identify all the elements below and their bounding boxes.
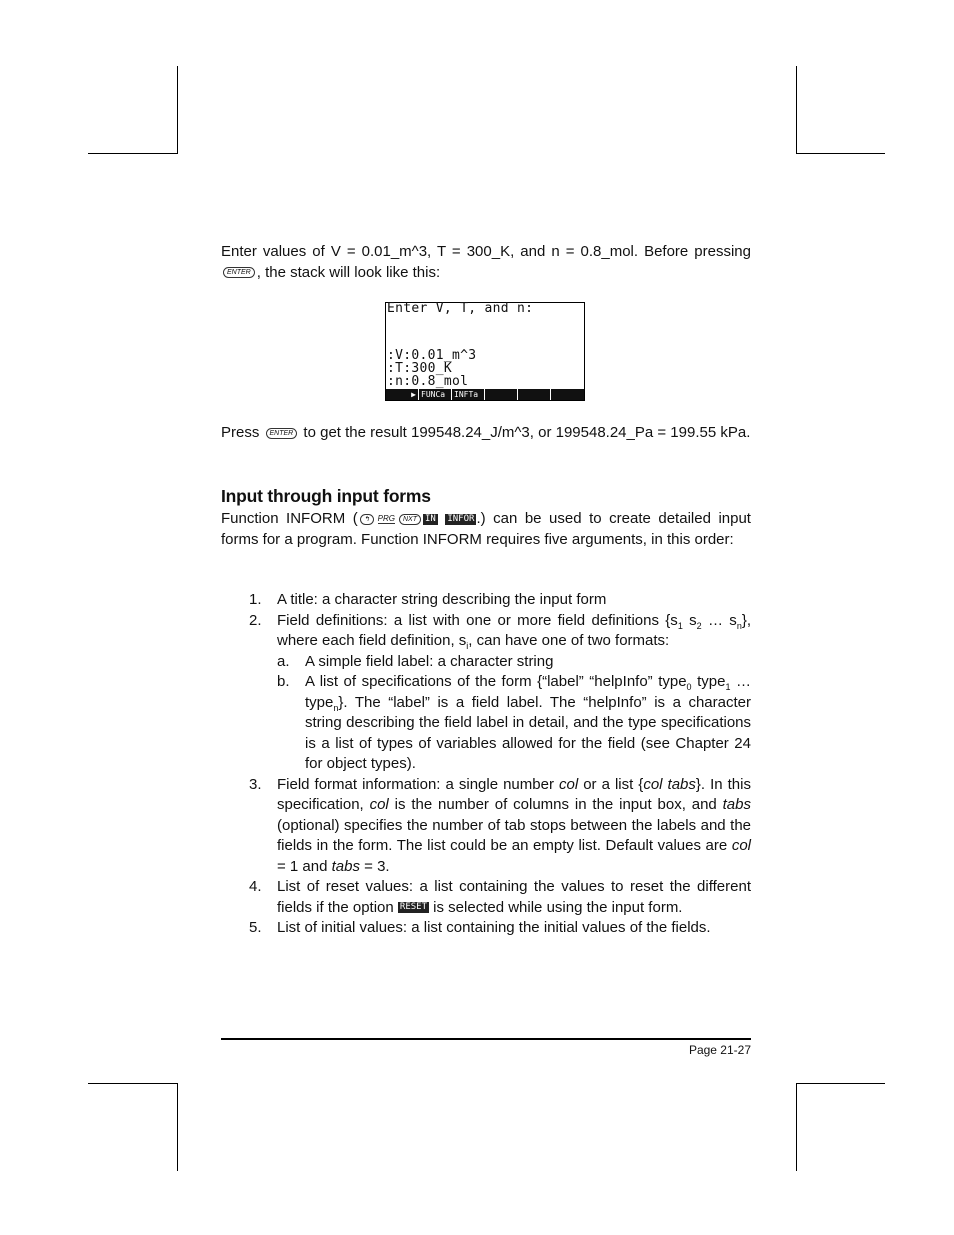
- italic-term: col: [369, 796, 389, 813]
- screen-line: :V:0.01_m^3: [387, 348, 477, 363]
- intro-text-2: , the stack will look like this:: [256, 263, 441, 281]
- page-number: Page 21-27: [688, 1043, 751, 1057]
- footer-rule: [221, 1038, 751, 1040]
- item-number: 4.: [249, 878, 262, 895]
- menu-key: ▶: [386, 389, 419, 400]
- item-text: , can have one of two formats:: [468, 632, 670, 649]
- sub-list: [249, 652, 751, 775]
- item-text: = 3.: [360, 857, 390, 875]
- item-number: 1.: [249, 591, 262, 608]
- item-text: (optional) specifies the number of tab stops between the labels and the fields in the form. The list could be an empty list. Default values are: [277, 816, 751, 854]
- in-softkey-icon: IN: [424, 513, 436, 524]
- calculator-screen: [385, 302, 585, 401]
- item-text: s: [682, 611, 697, 629]
- subscript: 0: [686, 682, 692, 692]
- subscript: n: [736, 620, 742, 631]
- item-number: 3.: [249, 775, 262, 793]
- enter-key-icon: ENTER: [266, 428, 298, 439]
- list-item: [249, 590, 751, 611]
- subscript: n: [333, 702, 339, 713]
- crop-mark: [796, 1083, 797, 1171]
- sub-list-item: [249, 652, 751, 673]
- menu-key: [551, 389, 583, 400]
- item-number: 2.: [249, 611, 262, 629]
- argument-list: [249, 590, 751, 939]
- reset-softkey-icon: RESET: [399, 902, 428, 913]
- screen-line: Enter V, T, and n:: [387, 301, 534, 316]
- item-text: }. The “label” is a field label. The “helpInfo” is a character string describing the field label in detail, and the type specifications is a list of types of variables allowed for the field (see Chapter 24 for object types).: [305, 693, 751, 772]
- italic-term: tabs: [331, 857, 360, 875]
- item-number: b.: [277, 673, 290, 690]
- list-item: [249, 877, 751, 918]
- item-text: … s: [701, 611, 737, 629]
- item-text: A title: a character string describing the input form: [277, 591, 607, 608]
- list-item: [249, 918, 751, 939]
- italic-term: col tabs: [643, 775, 696, 793]
- inform-text-2: .) can be used to create detailed input forms for a program. Function INFORM requires five arguments, in this order:: [221, 510, 751, 548]
- list-item: [249, 611, 751, 775]
- italic-term: tabs: [722, 796, 751, 813]
- crop-mark: [177, 1083, 178, 1171]
- item-text: A simple field label: a character string: [305, 652, 554, 670]
- item-text: Field format information: a single number: [277, 775, 559, 793]
- item-text: is the number of columns in the input box, and: [388, 796, 723, 813]
- item-text: or a list {: [578, 775, 644, 793]
- press-text: Press: [221, 424, 260, 441]
- screen-line: :T:300_K: [387, 361, 453, 376]
- menu-key: FUNCa: [419, 389, 452, 400]
- subscript: 1: [725, 682, 731, 692]
- intro-text: Enter values of V = 0.01_m^3, T = 300_K, and n = 0.8_mol. Before pressing: [221, 243, 751, 260]
- crop-mark: [796, 1083, 885, 1084]
- item-text: is selected while using the input form.: [429, 898, 683, 916]
- item-text: }. In this specification,: [277, 775, 751, 813]
- subscript: i: [466, 641, 469, 651]
- crop-mark: [796, 66, 797, 154]
- section-heading: Input through input forms: [221, 486, 431, 506]
- subscript: 2: [696, 620, 702, 631]
- menu-key: [485, 389, 518, 400]
- item-text: = 1 and: [277, 857, 332, 875]
- item-text: List of reset values: a list containing the values to reset the different fields if the option: [277, 878, 751, 916]
- crop-mark: [796, 153, 885, 154]
- item-text: List of initial values: a list containing the initial values of the fields.: [277, 919, 711, 936]
- item-number: a.: [277, 652, 290, 670]
- crop-mark: [88, 1083, 177, 1084]
- inform-text: Function INFORM (: [221, 510, 358, 528]
- screen-line: :n:0.8_mol: [387, 374, 469, 389]
- crop-mark: [177, 66, 178, 154]
- inform-softkey-icon: INFOR: [447, 513, 475, 524]
- menu-key: INFTa: [452, 389, 485, 400]
- italic-term: col: [731, 837, 751, 854]
- press-text-2: to get the result 199548.24_J/m^3, or 199548.24_Pa = 199.55 kPa.: [303, 424, 751, 441]
- item-text: }, where each field definition, s: [277, 611, 752, 649]
- press-paragraph: [221, 423, 751, 444]
- menu-key: [518, 389, 551, 400]
- item-text: A list of specifications of the form {“label” “helpInfo” type: [305, 673, 687, 690]
- sub-list-item: [249, 672, 751, 775]
- subscript: 1: [677, 620, 683, 631]
- screen-menu-bar: [386, 389, 584, 400]
- nxt-key-icon: NXT: [399, 514, 421, 525]
- crop-mark: [88, 153, 177, 154]
- item-text: Field definitions: a list with one or more field definitions {s: [277, 611, 678, 629]
- prg-label: PRG: [377, 514, 395, 523]
- item-number: 5.: [249, 919, 262, 936]
- list-item: [249, 775, 751, 878]
- inform-paragraph: [221, 509, 751, 550]
- intro-paragraph: [221, 242, 751, 283]
- left-shift-key-icon: ↰: [360, 514, 374, 525]
- enter-key-icon: ENTER: [223, 267, 255, 278]
- item-text: type: [691, 673, 726, 690]
- item-text: … type: [305, 673, 751, 711]
- italic-term: col: [558, 775, 579, 793]
